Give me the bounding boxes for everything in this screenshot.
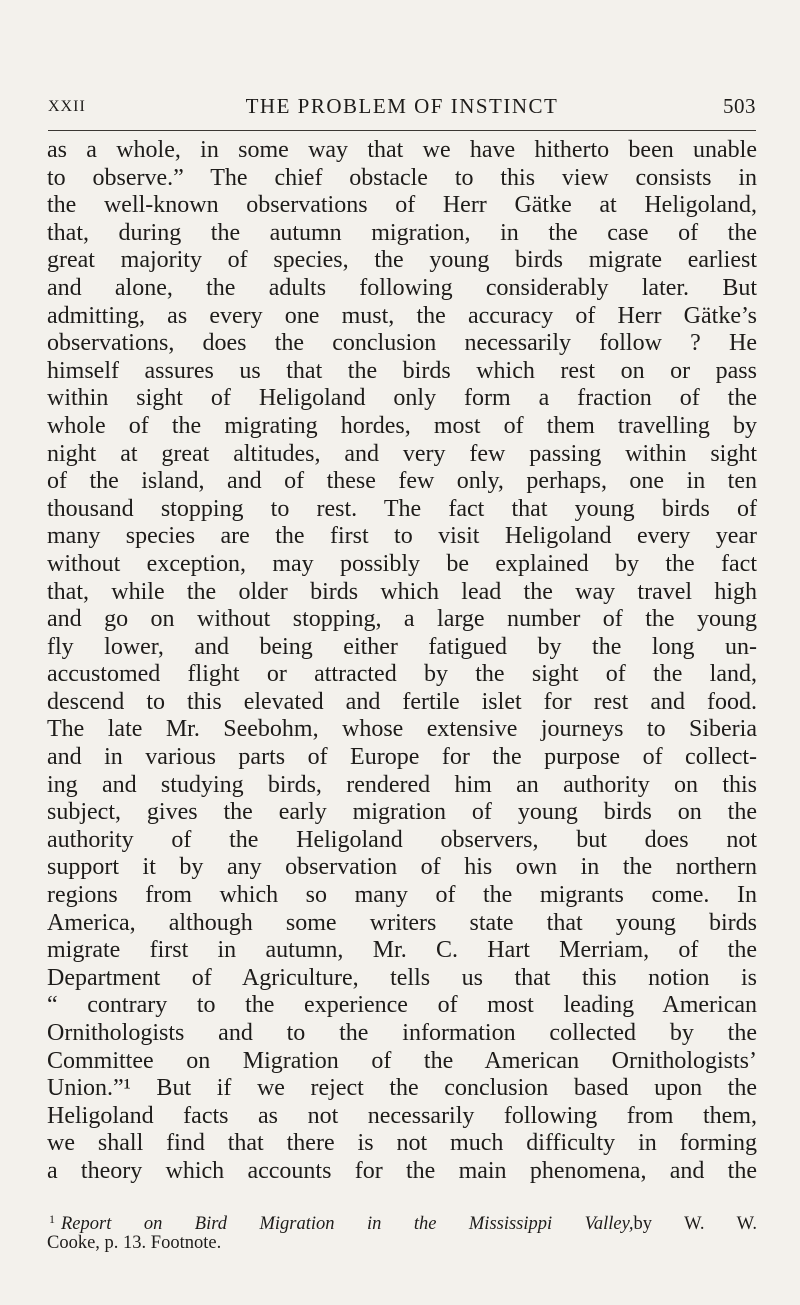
text-line: whole of the migrating hordes, most of them travelling by (47, 412, 757, 439)
text-line: himself assures us that the birds which rest on or pass (47, 357, 757, 384)
text-line: and alone, the adults following considerably later. But (47, 274, 757, 301)
text-line: Heligoland facts as not necessarily following from them, (47, 1102, 757, 1129)
text-line: the well-known observations of Herr Gätke at Heligoland, (47, 192, 757, 219)
text-line: great majority of species, the young birds migrate earliest (47, 247, 757, 274)
footnote-title: Report on Bird Migration in the Mississippi Valley, (61, 1214, 634, 1234)
chapter-number: XXII (48, 98, 86, 115)
text-line: Department of Agriculture, tells us that this notion is (47, 964, 757, 991)
text-line: to observe.” The chief obstacle to this view consists in (47, 164, 757, 191)
text-line: many species are the first to visit Heligoland every year (47, 523, 757, 550)
text-line: Committee on Migration of the American Ornithologists’ (47, 1047, 757, 1074)
text-line: a theory which accounts for the main phenomena, and the (47, 1157, 757, 1184)
text-line: descend to this elevated and fertile islet for rest and food. (47, 688, 757, 715)
text-line: regions from which so many of the migrants come. In (47, 882, 757, 909)
text-line: ing and studying birds, rendered him an authority on this (47, 771, 757, 798)
text-line: Ornithologists and to the information collected by the (47, 1020, 757, 1046)
text-line: that, while the older birds which lead the way travel high (47, 578, 757, 605)
running-header (48, 94, 756, 124)
text-line: Union.”¹ But if we reject the conclusion based upon the (47, 1075, 757, 1102)
text-line: fly lower, and being either fatigued by the long un- (47, 633, 757, 660)
text-line: of the island, and of these few only, perhaps, one in ten (47, 468, 757, 495)
text-line: observations, does the conclusion necessarily follow ? He (47, 330, 757, 357)
running-title: THE PROBLEM OF INSTINCT (245, 94, 559, 118)
text-line: migrate first in autumn, Mr. C. Hart Merriam, of the (47, 937, 757, 964)
text-line: thousand stopping to rest. The fact that young birds of (47, 495, 757, 522)
text-line: subject, gives the early migration of young birds on the (47, 799, 757, 826)
footnote-line-1 (47, 1207, 758, 1234)
footnote-line-2: Cooke, p. 13. Footnote. (47, 1233, 222, 1253)
body-text (47, 137, 757, 1186)
text-line: without exception, may possibly be explained by the fact (47, 550, 757, 577)
text-line: that, during the autumn migration, in the case of the (47, 219, 757, 246)
text-line: accustomed flight or attracted by the sight of the land, (47, 661, 757, 688)
text-line: and in various parts of Europe for the purpose of collect- (47, 744, 757, 771)
text-line: night at great altitudes, and very few passing within sight (47, 440, 757, 467)
text-line: “ contrary to the experience of most leading American (47, 992, 757, 1019)
footnote-marker: 1 (49, 1212, 55, 1226)
text-line: and go on without stopping, a large number of the young (47, 606, 757, 633)
text-line: we shall find that there is not much difficulty in forming (47, 1130, 757, 1157)
text-line: authority of the Heligoland observers, but does not (47, 826, 757, 853)
text-line: America, although some writers state that young birds (47, 909, 757, 936)
footnote (47, 1207, 757, 1255)
text-line: The late Mr. Seebohm, whose extensive journeys to Siberia (47, 716, 757, 743)
header-rule (48, 130, 756, 131)
page-number: 503 (723, 94, 756, 118)
text-line: as a whole, in some way that we have hitherto been unable (47, 137, 757, 163)
footnote-author: by W. W. (633, 1214, 758, 1234)
text-line: support it by any observation of his own in the northern (47, 854, 757, 881)
text-line: within sight of Heligoland only form a fraction of the (47, 385, 757, 412)
text-line: admitting, as every one must, the accuracy of Herr Gätke’s (47, 302, 757, 329)
